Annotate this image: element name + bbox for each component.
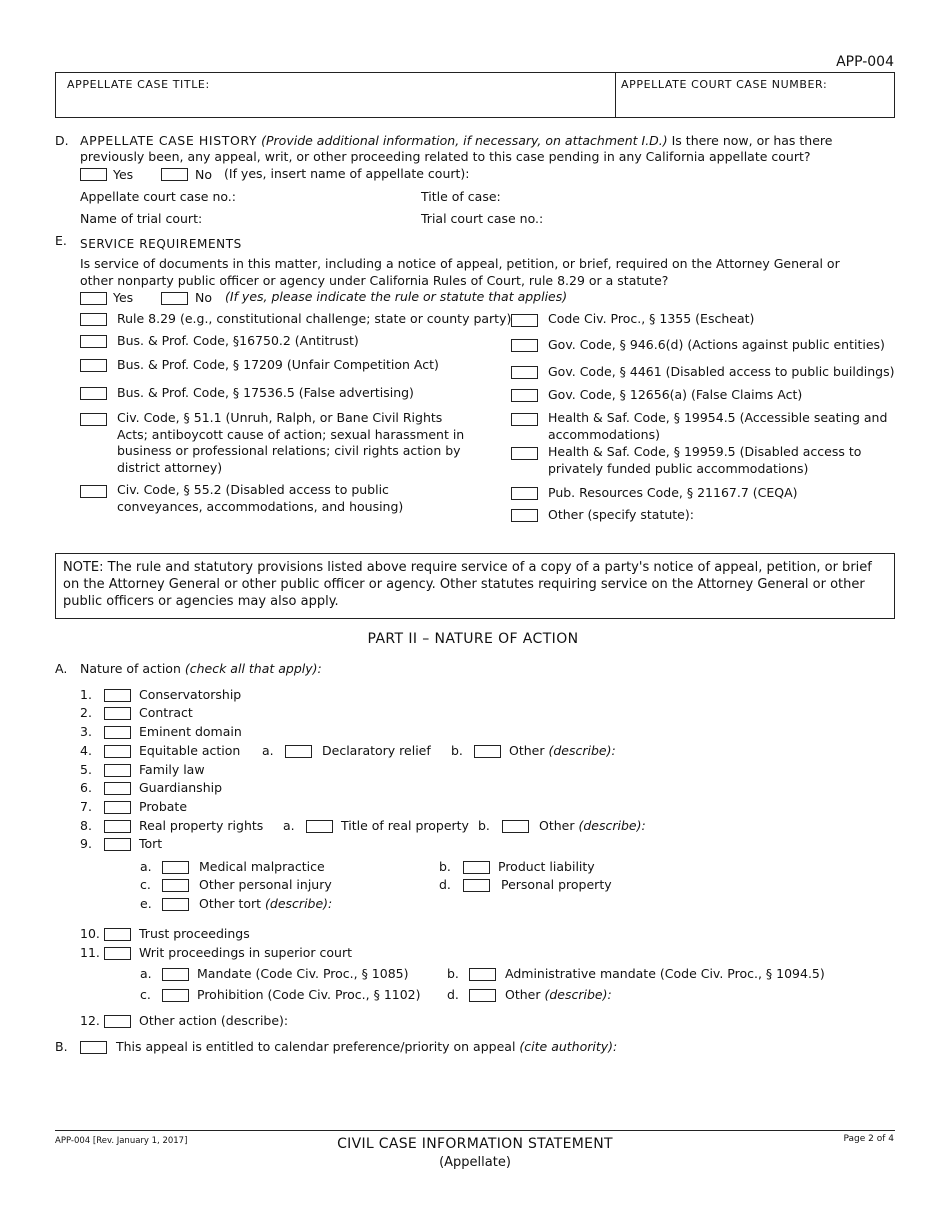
section-e-title: SERVICE REQUIREMENTS <box>80 237 242 251</box>
writ-c-letter: c. <box>140 987 151 1002</box>
e-unfair-competition-label: Bus. & Prof. Code, § 17209 (Unfair Competition Act) <box>117 357 439 372</box>
section-d-heading <box>80 133 832 148</box>
e-public-entities-checkbox[interactable] <box>511 339 538 352</box>
eminent-domain-label: Eminent domain <box>139 724 242 739</box>
family-law-label: Family law <box>139 762 205 777</box>
d-if-yes-label: (If yes, insert name of appellate court): <box>224 166 470 181</box>
part2-a-heading <box>80 661 322 676</box>
writ-a-letter: a. <box>140 966 152 981</box>
item-number: 12. <box>80 1013 100 1028</box>
e-civil-rights-label: Civ. Code, § 51.1 (Unruh, Ralph, or Bane Civil Rights Acts; antiboycott cause of action; sexual harassment in business or professional relations; civil rights action by district attorney) <box>117 410 465 475</box>
case-title-label: APPELLATE CASE TITLE: <box>67 78 210 91</box>
declaratory-relief-label: Declaratory relief <box>322 743 431 758</box>
e-public-buildings-label: Gov. Code, § 4461 (Disabled access to public buildings) <box>548 364 895 379</box>
guardianship-label: Guardianship <box>139 780 223 795</box>
conservatorship-checkbox[interactable] <box>104 689 131 702</box>
real-other-checkbox[interactable] <box>502 820 529 833</box>
part2-b-letter: B. <box>55 1039 68 1054</box>
equitable-other-describe: (describe): <box>548 743 616 758</box>
tort-checkbox[interactable] <box>104 838 131 851</box>
e-ceqa-label: Pub. Resources Code, § 21167.7 (CEQA) <box>548 485 798 500</box>
contract-checkbox[interactable] <box>104 707 131 720</box>
item-number: 11. <box>80 945 100 960</box>
form-id: APP-004 <box>836 54 894 70</box>
other-action-checkbox[interactable] <box>104 1015 131 1028</box>
case-header-box <box>55 72 895 118</box>
other-action-label: Other action (describe): <box>139 1013 289 1028</box>
section-d-question-line2: previously been, any appeal, writ, or other proceeding related to this case pending in any California appellate court? <box>80 149 811 164</box>
eminent-domain-checkbox[interactable] <box>104 726 131 739</box>
probate-label: Probate <box>139 799 188 814</box>
contract-label: Contract <box>139 705 193 720</box>
trial-case-no-label: Trial court case no.: <box>421 211 544 226</box>
calendar-preference-checkbox[interactable] <box>80 1041 107 1054</box>
e-escheat-checkbox[interactable] <box>511 314 538 327</box>
equitable-other-label <box>509 743 616 758</box>
part2-a-label: Nature of action <box>80 661 181 676</box>
real-b-letter: b. <box>478 818 490 833</box>
section-d-letter: D. <box>55 133 69 148</box>
calendar-preference-text: This appeal is entitled to calendar preference/priority on appeal <box>116 1039 516 1054</box>
footer-title: CIVIL CASE INFORMATION STATEMENT <box>337 1136 613 1152</box>
writ-d-letter: d. <box>447 987 459 1002</box>
other-tort-checkbox[interactable] <box>162 898 189 911</box>
d-no-checkbox[interactable] <box>161 168 188 181</box>
part2-a-letter: A. <box>55 661 68 676</box>
real-other-describe: (describe): <box>578 818 646 833</box>
equitable-action-checkbox[interactable] <box>104 745 131 758</box>
declaratory-relief-checkbox[interactable] <box>285 745 312 758</box>
e-antitrust-label: Bus. & Prof. Code, §16750.2 (Antitrust) <box>117 333 359 348</box>
d-no-label: No <box>195 167 212 182</box>
footer-form-rev: APP-004 [Rev. January 1, 2017] <box>55 1136 188 1146</box>
e-accessible-seating-label: Health & Saf. Code, § 19954.5 (Accessible seating and accommodations) <box>548 410 888 442</box>
administrative-mandate-checkbox[interactable] <box>469 968 496 981</box>
d-yes-checkbox[interactable] <box>80 168 107 181</box>
tort-a-letter: a. <box>140 859 152 874</box>
e-yes-checkbox[interactable] <box>80 292 107 305</box>
tort-label: Tort <box>139 836 163 851</box>
real-other-text: Other <box>539 818 575 833</box>
item-number: 5. <box>80 762 92 777</box>
e-private-accommodations-checkbox[interactable] <box>511 447 538 460</box>
e-private-accommodations-label: Health & Saf. Code, § 19959.5 (Disabled access to privately funded public accommodations) <box>548 444 862 476</box>
case-number-label: APPELLATE COURT CASE NUMBER: <box>621 78 828 91</box>
medical-malpractice-label: Medical malpractice <box>199 859 325 874</box>
real-a-letter: a. <box>283 818 295 833</box>
tort-c-letter: c. <box>140 877 151 892</box>
writ-other-checkbox[interactable] <box>469 989 496 1002</box>
e-no-label: No <box>195 290 212 305</box>
e-other-statute-checkbox[interactable] <box>511 509 538 522</box>
writ-proceedings-checkbox[interactable] <box>104 947 131 960</box>
writ-proceedings-label: Writ proceedings in superior court <box>139 945 353 960</box>
personal-property-checkbox[interactable] <box>463 879 490 892</box>
footer-page-number: Page 2 of 4 <box>843 1134 894 1144</box>
e-unfair-competition-checkbox[interactable] <box>80 359 107 372</box>
product-liability-checkbox[interactable] <box>463 861 490 874</box>
equitable-action-label: Equitable action <box>139 743 241 758</box>
mandate-label: Mandate (Code Civ. Proc., § 1085) <box>197 966 409 981</box>
real-other-label <box>539 818 646 833</box>
writ-other-text: Other <box>505 987 541 1002</box>
e-false-advertising-label: Bus. & Prof. Code, § 17536.5 (False advertising) <box>117 385 414 400</box>
other-tort-describe: (describe): <box>265 896 333 911</box>
other-tort-text: Other tort <box>199 896 262 911</box>
probate-checkbox[interactable] <box>104 801 131 814</box>
part2-a-note: (check all that apply): <box>184 661 322 676</box>
note-text: NOTE: The rule and statutory provisions listed above require service of a copy of a party's notice of appeal, petition, or brief on the Attorney General or other public officer or agency. Other statutes requiring service on the Attorney General or other public officers or agencies may also apply. <box>63 560 872 609</box>
writ-b-letter: b. <box>447 966 459 981</box>
conservatorship-label: Conservatorship <box>139 687 242 702</box>
case-header-divider <box>615 73 616 117</box>
section-d-title-note: (Provide additional information, if necessary, on attachment I.D.) <box>261 133 668 148</box>
appellate-case-no-label: Appellate court case no.: <box>80 189 236 204</box>
e-rule-829-checkbox[interactable] <box>80 313 107 326</box>
part2-heading: PART II – NATURE OF ACTION <box>367 631 579 647</box>
other-tort-label <box>199 896 332 911</box>
tort-b-letter: b. <box>439 859 451 874</box>
family-law-checkbox[interactable] <box>104 764 131 777</box>
real-property-label: Real property rights <box>139 818 264 833</box>
d-yes-label: Yes <box>113 167 134 182</box>
item-number: 1. <box>80 687 92 702</box>
other-personal-injury-label: Other personal injury <box>199 877 332 892</box>
equitable-a-letter: a. <box>262 743 274 758</box>
other-personal-injury-checkbox[interactable] <box>162 879 189 892</box>
tort-d-letter: d. <box>439 877 451 892</box>
section-e-letter: E. <box>55 233 67 248</box>
medical-malpractice-checkbox[interactable] <box>162 861 189 874</box>
e-no-checkbox[interactable] <box>161 292 188 305</box>
prohibition-label: Prohibition (Code Civ. Proc., § 1102) <box>197 987 421 1002</box>
e-ceqa-checkbox[interactable] <box>511 487 538 500</box>
personal-property-label: Personal property <box>501 877 612 892</box>
trial-court-name-label: Name of trial court: <box>80 211 203 226</box>
mandate-checkbox[interactable] <box>162 968 189 981</box>
trust-proceedings-label: Trust proceedings <box>139 926 250 941</box>
e-false-claims-label: Gov. Code, § 12656(a) (False Claims Act) <box>548 387 803 402</box>
e-other-statute-label: Other (specify statute): <box>548 507 694 522</box>
e-rule-829-label: Rule 8.29 (e.g., constitutional challenge; state or county party) <box>117 311 512 326</box>
e-if-yes-label: (If yes, please indicate the rule or statute that applies) <box>225 289 568 304</box>
e-yes-label: Yes <box>113 290 134 305</box>
e-antitrust-checkbox[interactable] <box>80 335 107 348</box>
e-public-entities-label: Gov. Code, § 946.6(d) (Actions against public entities) <box>548 337 885 352</box>
e-civil-rights-checkbox[interactable] <box>80 413 107 426</box>
equitable-b-letter: b. <box>451 743 463 758</box>
trust-proceedings-checkbox[interactable] <box>104 928 131 941</box>
e-disabled-conveyances-label: Civ. Code, § 55.2 (Disabled access to public conveyances, accommodations, and housing) <box>117 482 404 514</box>
title-real-property-checkbox[interactable] <box>306 820 333 833</box>
item-number: 9. <box>80 836 92 851</box>
e-escheat-label: Code Civ. Proc., § 1355 (Escheat) <box>548 311 755 326</box>
section-d-title: APPELLATE CASE HISTORY <box>80 133 258 148</box>
administrative-mandate-label: Administrative mandate (Code Civ. Proc., § 1094.5) <box>505 966 825 981</box>
title-of-case-label: Title of case: <box>421 189 501 204</box>
product-liability-label: Product liability <box>498 859 595 874</box>
tort-e-letter: e. <box>140 896 152 911</box>
prohibition-checkbox[interactable] <box>162 989 189 1002</box>
equitable-other-text: Other <box>509 743 545 758</box>
title-real-property-label: Title of real property <box>341 818 469 833</box>
item-number: 4. <box>80 743 92 758</box>
equitable-other-checkbox[interactable] <box>474 745 501 758</box>
item-number: 7. <box>80 799 92 814</box>
real-property-checkbox[interactable] <box>104 820 131 833</box>
e-accessible-seating-checkbox[interactable] <box>511 413 538 426</box>
item-number: 10. <box>80 926 100 941</box>
e-false-advertising-checkbox[interactable] <box>80 387 107 400</box>
e-public-buildings-checkbox[interactable] <box>511 366 538 379</box>
e-false-claims-checkbox[interactable] <box>511 389 538 402</box>
item-number: 2. <box>80 705 92 720</box>
note-box <box>55 553 895 619</box>
section-d-question-line1: Is there now, or has there <box>671 133 833 148</box>
e-disabled-conveyances-checkbox[interactable] <box>80 485 107 498</box>
footer-rule <box>55 1130 895 1131</box>
guardianship-checkbox[interactable] <box>104 782 131 795</box>
writ-other-describe: (describe): <box>544 987 612 1002</box>
section-e-question: Is service of documents in this matter, including a notice of appeal, petition, or brief, required on the Attorney General or other nonparty public officer or agency under California Rules of Court, rule 8.29 or a statute? <box>80 256 840 288</box>
footer-subtitle: (Appellate) <box>439 1155 511 1170</box>
item-number: 6. <box>80 780 92 795</box>
item-number: 8. <box>80 818 92 833</box>
calendar-preference-note: (cite authority): <box>519 1039 618 1054</box>
writ-other-label <box>505 987 612 1002</box>
calendar-preference-label <box>116 1039 617 1054</box>
item-number: 3. <box>80 724 92 739</box>
